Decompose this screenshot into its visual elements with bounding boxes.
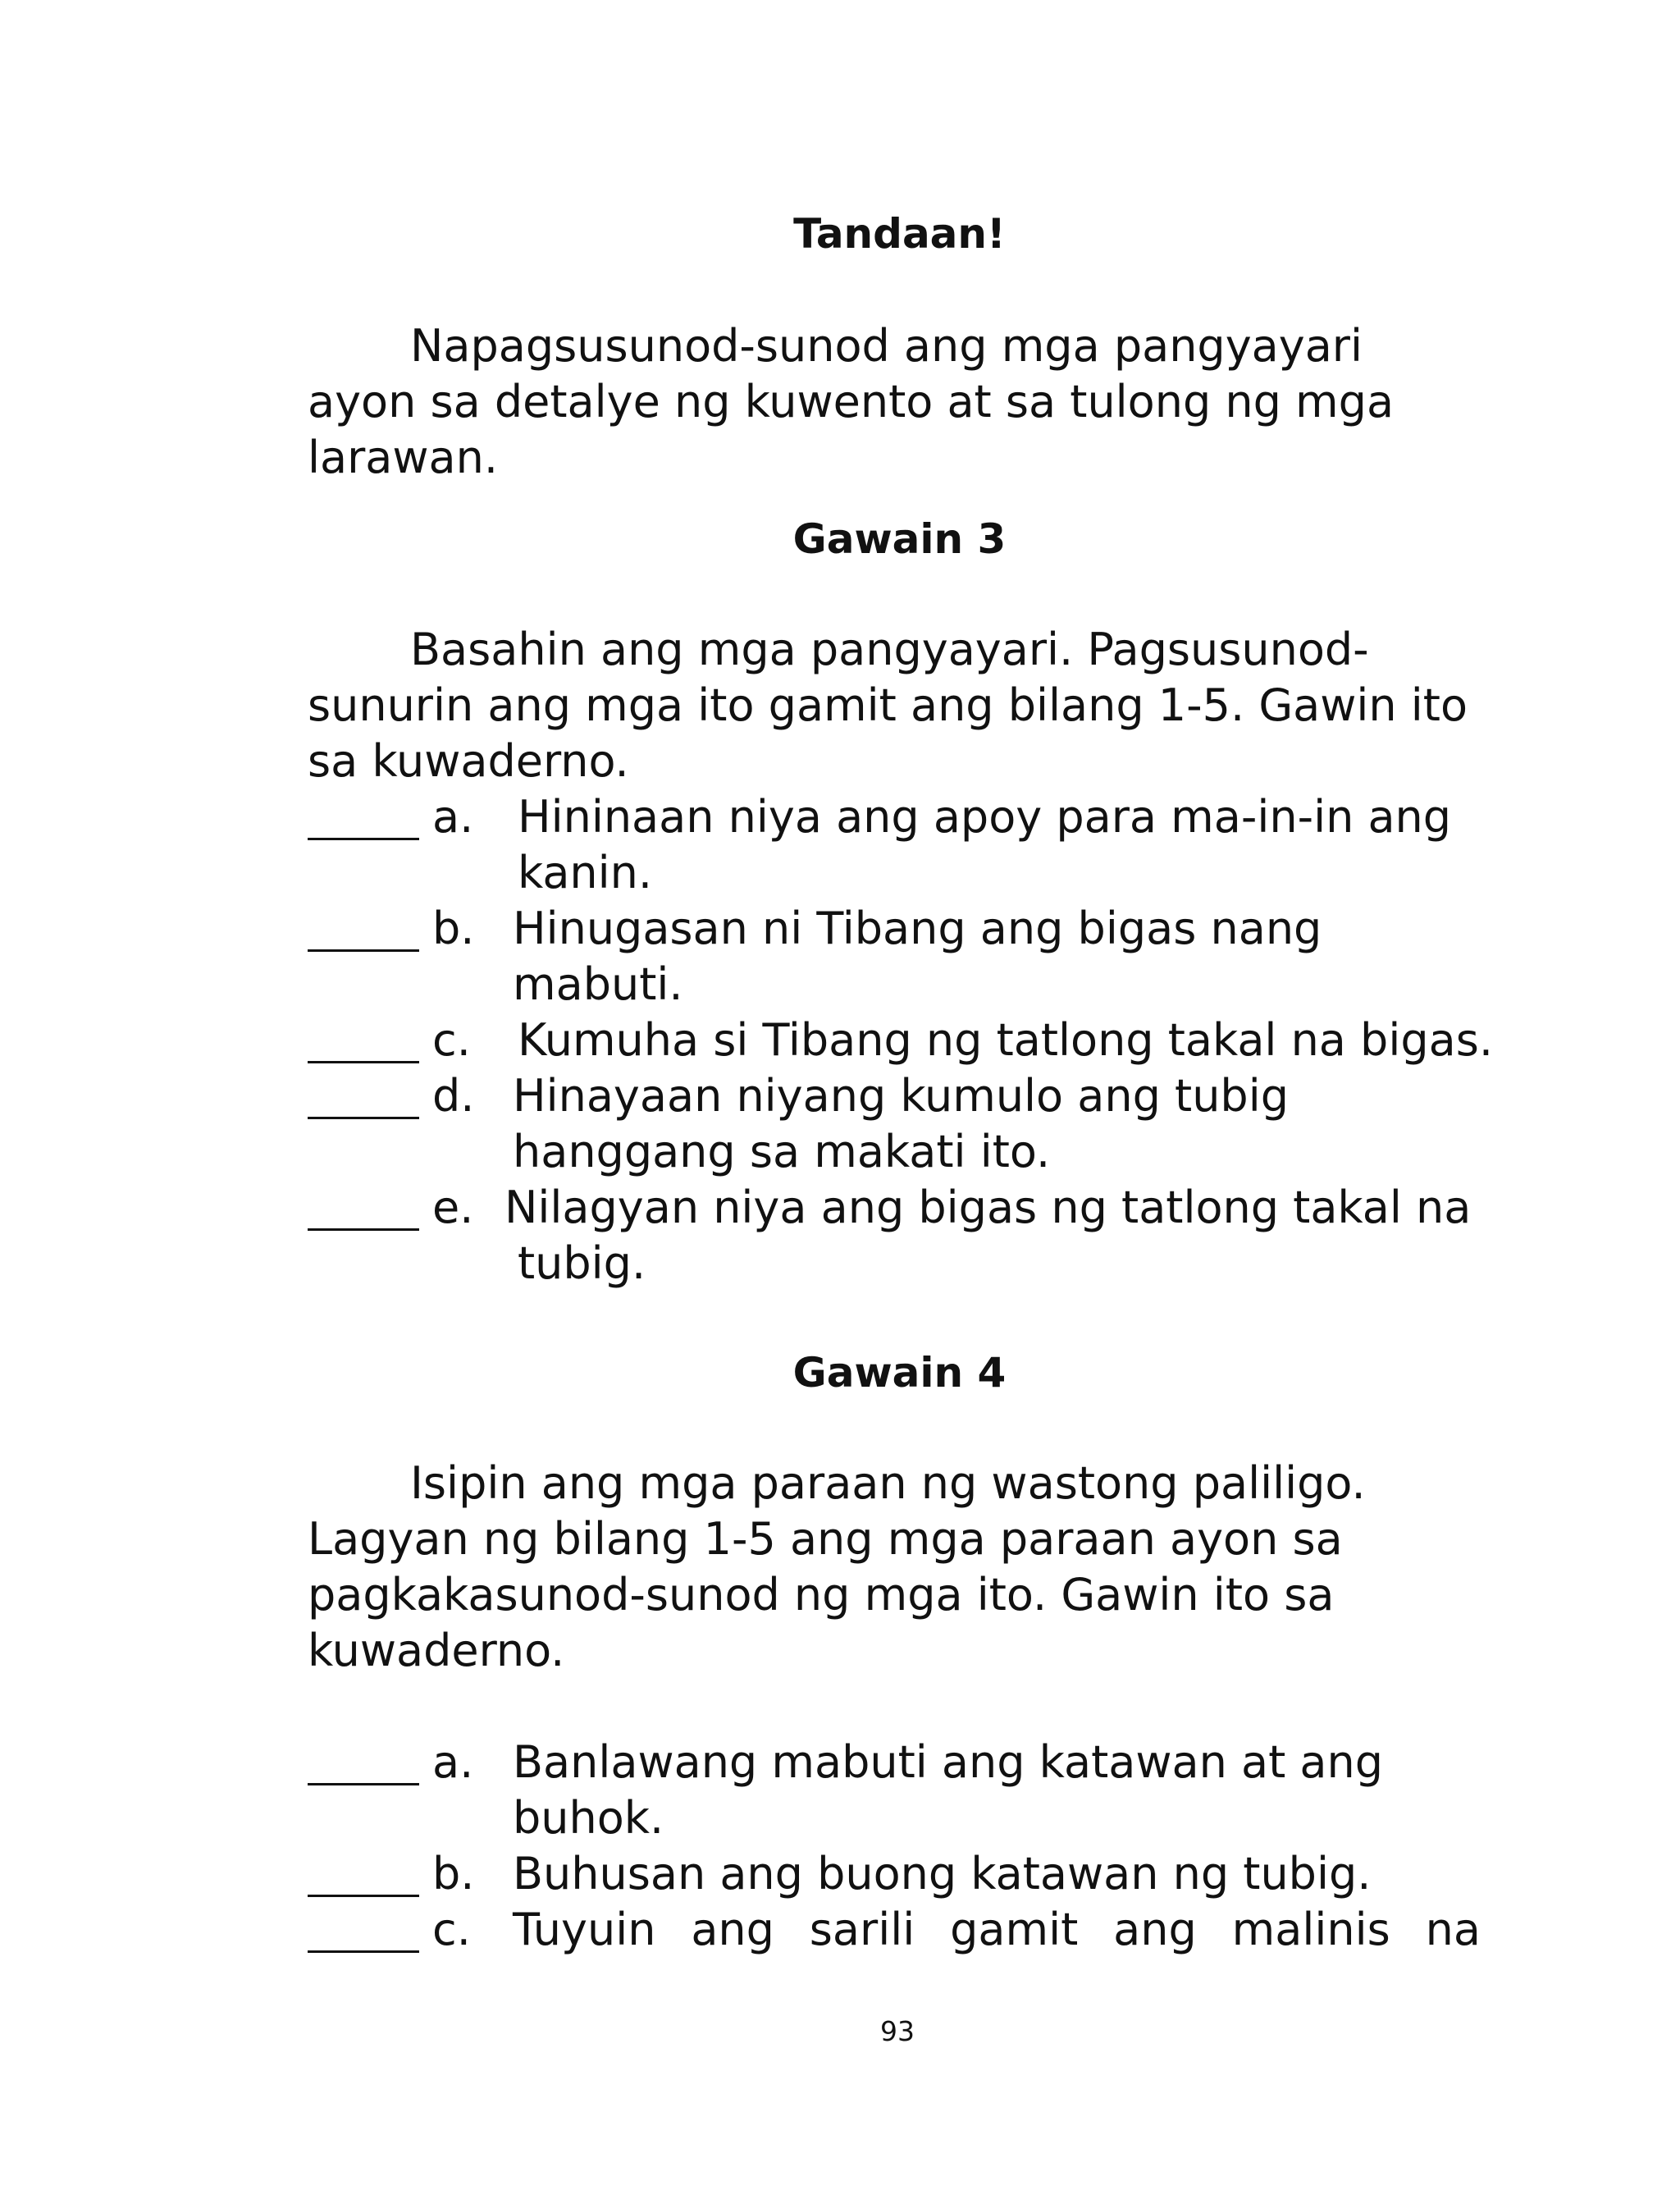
- paragraph-line: ayon sa detalye ng kuwento at sa tulong ng mga: [308, 376, 1395, 427]
- item-text: [504, 1180, 1489, 1292]
- item-line: Kumuha si Tibang ng tatlong takal na bigas.: [518, 1014, 1494, 1066]
- item-line: hanggang sa makati ito.: [513, 1126, 1051, 1177]
- gawain4-instructions: [308, 1456, 1497, 1679]
- item-letter: c.: [432, 1904, 471, 1955]
- item-text: [513, 901, 1497, 1013]
- item-word: ang: [691, 1904, 774, 1955]
- item-text: [513, 1902, 1497, 1958]
- item-text: [518, 1013, 1502, 1068]
- answer-blank[interactable]: [308, 789, 419, 840]
- answer-blank[interactable]: [308, 901, 419, 952]
- item-text: [513, 1846, 1497, 1902]
- item-line: Hinugasan ni Tibang ang bigas nang: [513, 903, 1322, 954]
- item-text: [518, 789, 1502, 901]
- item-word: malinis: [1231, 1904, 1390, 1955]
- paragraph-line: Lagyan ng bilang 1-5 ang mga paraan ayon sa: [308, 1513, 1343, 1565]
- answer-blank[interactable]: [308, 1846, 419, 1897]
- item-line: Nilagyan niya ang bigas ng tatlong takal na: [504, 1182, 1472, 1233]
- answer-blank[interactable]: [308, 1902, 419, 1953]
- page-number: 93: [880, 2015, 915, 2047]
- item-letter: a.: [432, 791, 474, 843]
- item-letter: c.: [432, 1014, 471, 1066]
- answer-blank[interactable]: [308, 1013, 419, 1063]
- answer-blank[interactable]: [308, 1068, 419, 1119]
- item-line: tubig.: [518, 1237, 646, 1289]
- gawain3-heading: Gawain 3: [792, 515, 1007, 563]
- answer-blank[interactable]: [308, 1735, 419, 1785]
- item-word: sarili: [809, 1904, 915, 1955]
- item-line: Hininaan niya ang apoy para ma-in-in ang: [518, 791, 1452, 843]
- item-letter: a.: [432, 1736, 474, 1788]
- paragraph-line: Napagsusunod-sunod ang mga pangyayari: [410, 320, 1363, 372]
- tandaan-paragraph: [308, 318, 1497, 486]
- item-letter: e.: [432, 1182, 474, 1233]
- item-word: gamit: [950, 1904, 1079, 1955]
- item-word: na: [1425, 1904, 1481, 1955]
- paragraph-line: kuwaderno.: [308, 1625, 565, 1676]
- item-letter: b.: [432, 1848, 475, 1900]
- item-letter: d.: [432, 1070, 475, 1122]
- paragraph-line: Isipin ang mga paraan ng wastong paliligo.: [410, 1457, 1366, 1509]
- item-line: Hinayaan niyang kumulo ang tubig: [513, 1070, 1289, 1122]
- item-letter: b.: [432, 903, 475, 954]
- item-line: buhok.: [513, 1792, 664, 1844]
- item-line: mabuti.: [513, 958, 683, 1010]
- gawain4-heading: Gawain 4: [792, 1349, 1007, 1397]
- item-line: Buhusan ang buong katawan ng tubig.: [513, 1848, 1372, 1900]
- paragraph-line: larawan.: [308, 432, 499, 483]
- paragraph-line: pagkakasunod-sunod ng mga ito. Gawin ito sa: [308, 1569, 1335, 1621]
- item-line: kanin.: [518, 847, 653, 898]
- paragraph-line: sunurin ang mga ito gamit ang bilang 1-5. Gawin ito: [308, 679, 1468, 731]
- item-word: Tuyuin: [513, 1904, 656, 1955]
- item-word: ang: [1113, 1904, 1197, 1955]
- answer-blank[interactable]: [308, 1180, 419, 1231]
- item-line: [513, 1902, 1481, 1958]
- item-text: [513, 1735, 1497, 1846]
- gawain3-instructions: [308, 622, 1497, 789]
- paragraph-line: sa kuwaderno.: [308, 735, 629, 787]
- paragraph-line: Basahin ang mga pangyayari. Pagsusunod-: [410, 624, 1369, 675]
- item-line: Banlawang mabuti ang katawan at ang: [513, 1736, 1384, 1788]
- tandaan-heading: Tandaan!: [793, 210, 1006, 258]
- item-text: [513, 1068, 1497, 1180]
